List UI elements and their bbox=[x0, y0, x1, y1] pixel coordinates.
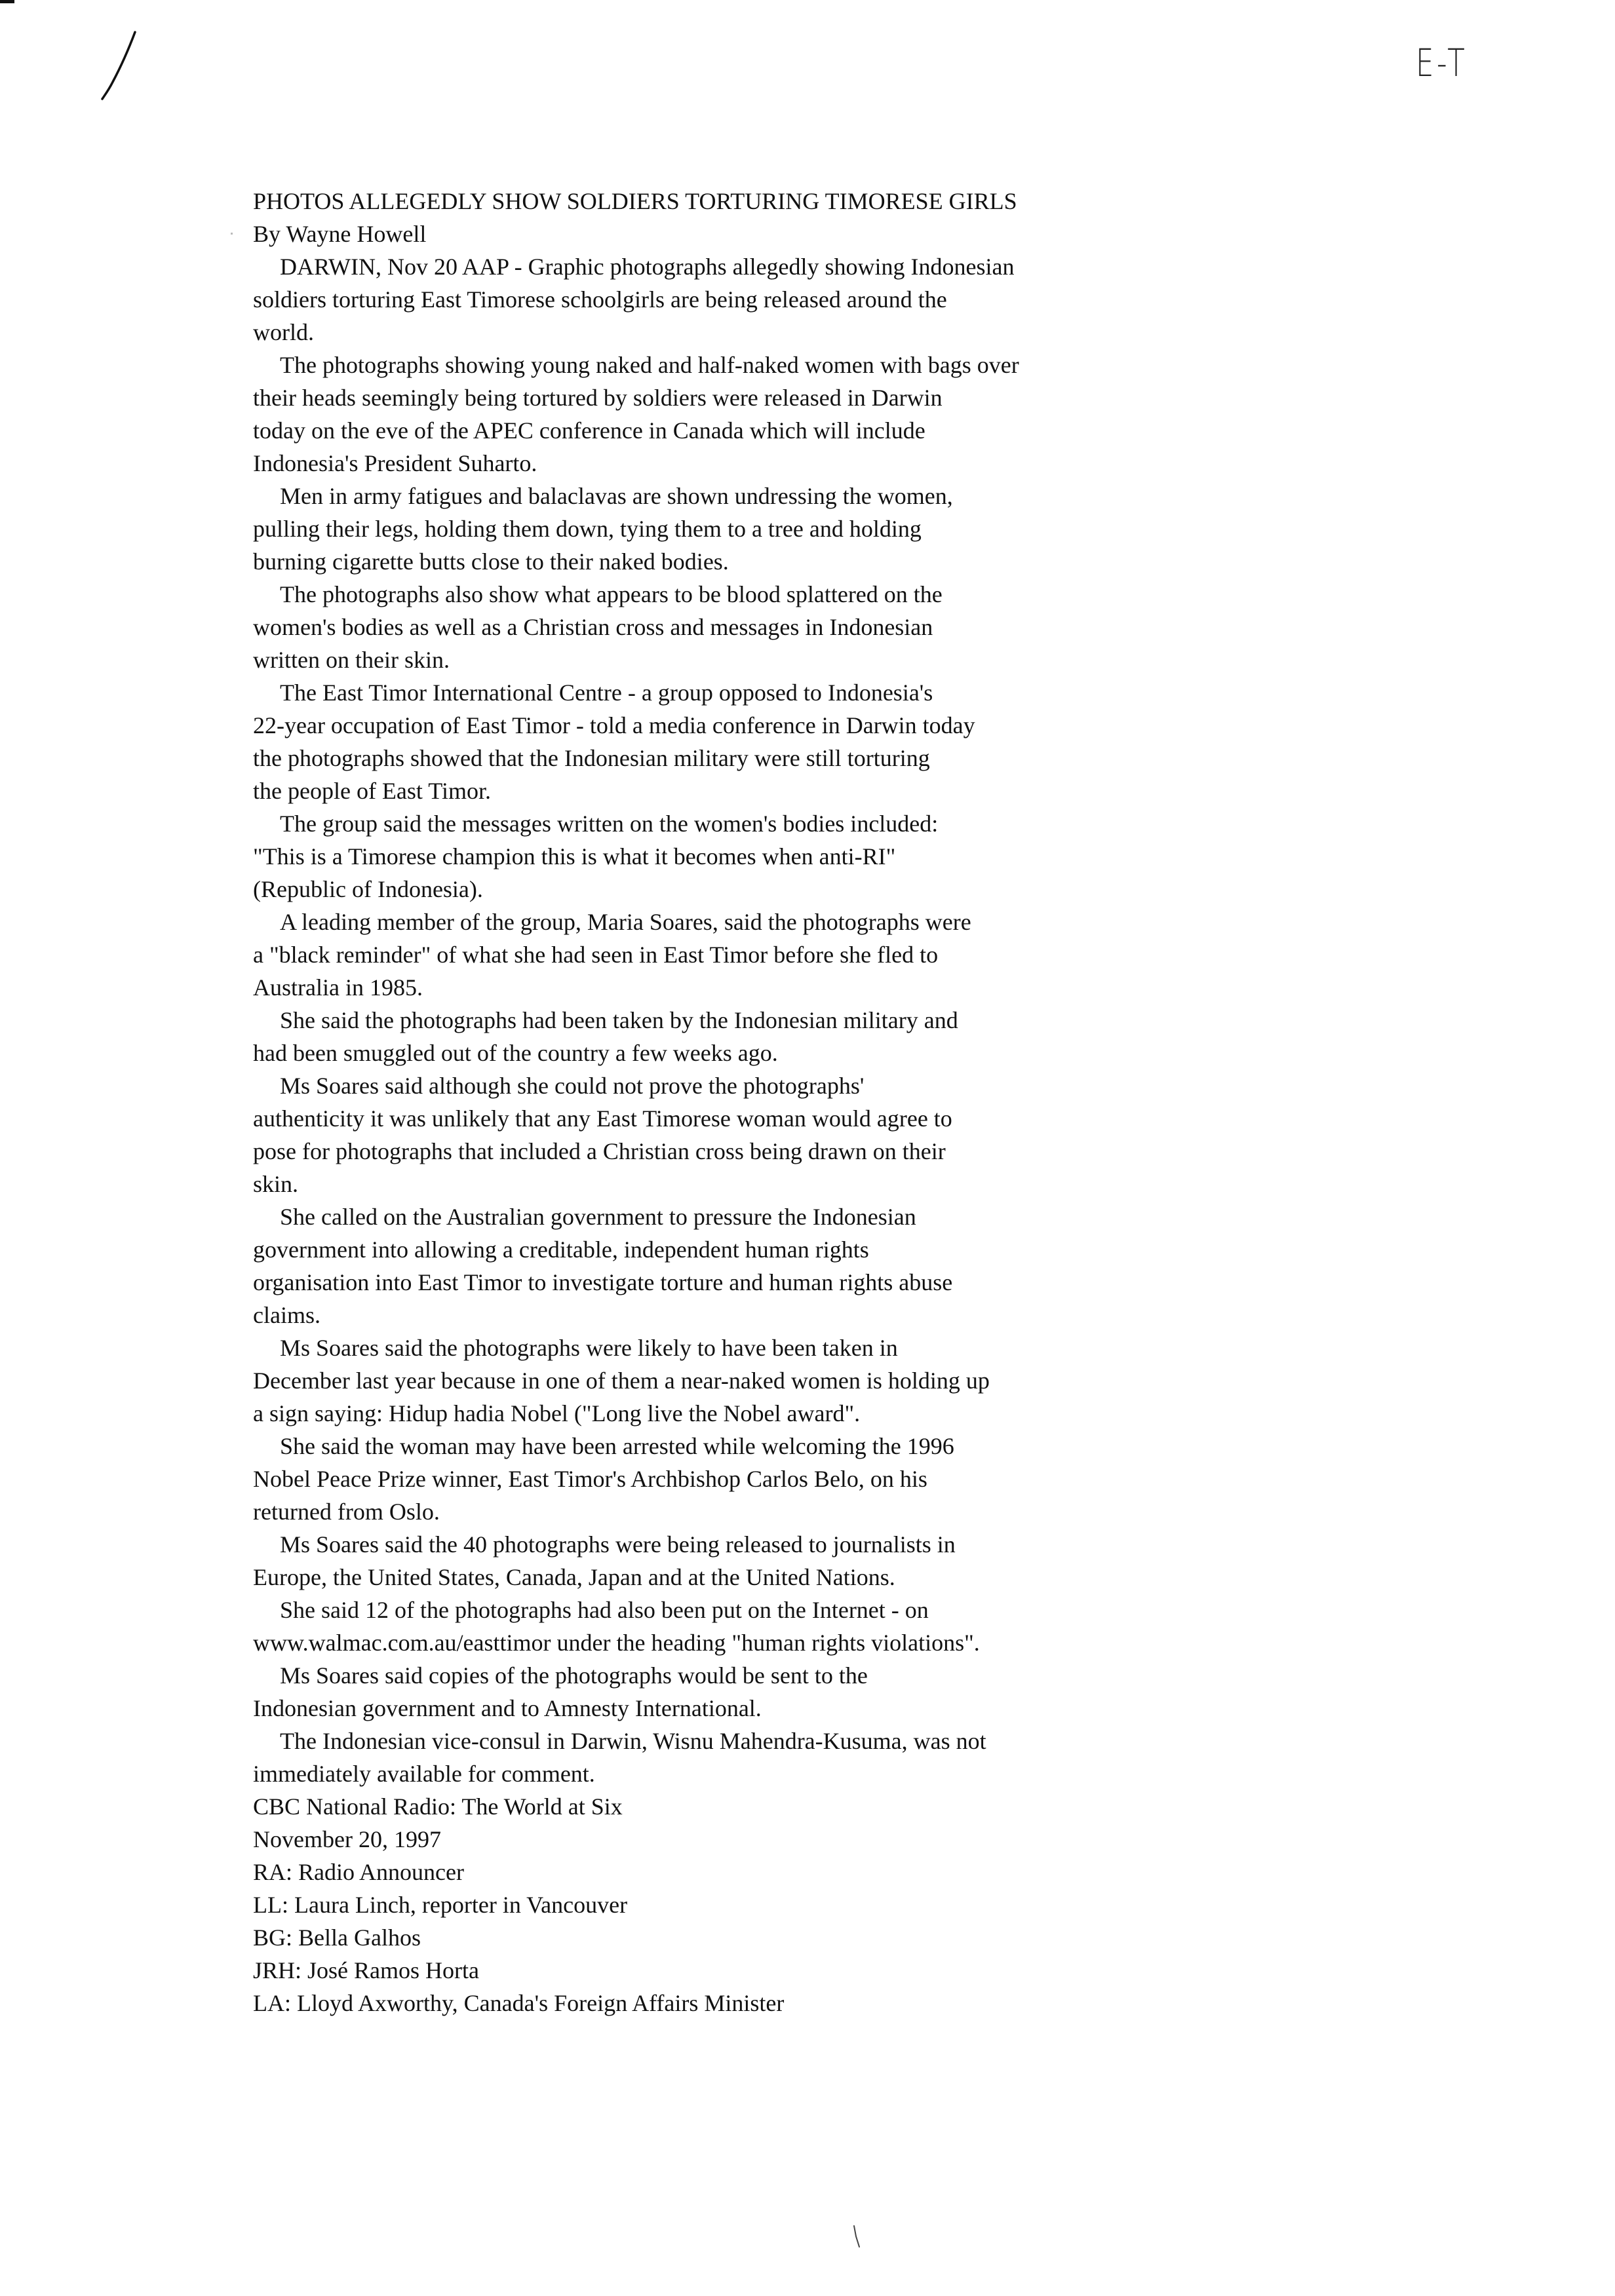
article-paragraph bbox=[253, 1659, 1131, 1725]
paragraph-line: Ms Soares said although she could not prove the photographs' bbox=[280, 1073, 865, 1099]
article-paragraph bbox=[253, 1200, 1131, 1331]
paragraph-line: (Republic of Indonesia). bbox=[253, 876, 483, 902]
paragraph-line: Nobel Peace Prize winner, East Timor's Archbishop Carlos Belo, on his bbox=[253, 1466, 927, 1492]
handwritten-tick-mark bbox=[852, 2225, 861, 2248]
paragraph-line: Indonesian government and to Amnesty International. bbox=[253, 1695, 762, 1721]
article-paragraphs bbox=[253, 250, 1131, 1790]
article-paragraph bbox=[253, 480, 1131, 578]
paragraph-line: pose for photographs that included a Christian cross being drawn on their bbox=[253, 1138, 946, 1164]
article-paragraph bbox=[253, 250, 1131, 349]
paragraph-line: www.walmac.com.au/easttimor under the heading "human rights violations". bbox=[253, 1630, 980, 1656]
paragraph-line: immediately available for comment. bbox=[253, 1761, 595, 1787]
paragraph-line: claims. bbox=[253, 1302, 321, 1328]
paragraph-line: written on their skin. bbox=[253, 647, 450, 673]
paragraph-line: The East Timor International Centre - a group opposed to Indonesia's bbox=[280, 679, 933, 706]
paragraph-line: Men in army fatigues and balaclavas are shown undressing the women, bbox=[280, 483, 953, 509]
paragraph-line: the people of East Timor. bbox=[253, 778, 491, 804]
paragraph-line: Australia in 1985. bbox=[253, 974, 423, 1001]
article-paragraph bbox=[253, 906, 1131, 1004]
speaker-entry: BG: Bella Galhos bbox=[253, 1924, 421, 1951]
paragraph-line: a "black reminder" of what she had seen in East Timor before she fled to bbox=[253, 942, 939, 968]
paragraph-line: "This is a Timorese champion this is what it becomes when anti-RI" bbox=[253, 843, 896, 870]
paragraph-line: world. bbox=[253, 319, 314, 345]
article-paragraph bbox=[253, 1331, 1131, 1430]
paragraph-line: skin. bbox=[253, 1171, 299, 1197]
paragraph-line: authenticity it was unlikely that any East Timorese woman would agree to bbox=[253, 1105, 952, 1132]
paragraph-line: Indonesia's President Suharto. bbox=[253, 450, 537, 476]
paragraph-line: Ms Soares said copies of the photographs would be sent to the bbox=[280, 1662, 868, 1689]
speaker-entry: RA: Radio Announcer bbox=[253, 1859, 464, 1885]
article-paragraph bbox=[253, 578, 1131, 676]
article-paragraph bbox=[253, 1725, 1131, 1790]
article-paragraph bbox=[253, 1594, 1131, 1659]
speaker-entry: LL: Laura Linch, reporter in Vancouver bbox=[253, 1892, 628, 1918]
paragraph-line: pulling their legs, holding them down, tying them to a tree and holding bbox=[253, 516, 922, 542]
article-paragraph bbox=[253, 1004, 1131, 1069]
paragraph-line: The group said the messages written on the women's bodies included: bbox=[280, 811, 939, 837]
document-body bbox=[253, 185, 1131, 2019]
byline: By Wayne Howell bbox=[253, 221, 427, 247]
speaker-entry: JRH: José Ramos Horta bbox=[253, 1957, 479, 1983]
paragraph-line: DARWIN, Nov 20 AAP - Graphic photographs allegedly showing Indonesian bbox=[280, 254, 1015, 280]
speaker-entry: LA: Lloyd Axworthy, Canada's Foreign Affairs Minister bbox=[253, 1990, 785, 2016]
paragraph-line: the photographs showed that the Indonesian military were still torturing bbox=[253, 745, 930, 771]
paragraph-line: government into allowing a creditable, independent human rights bbox=[253, 1236, 869, 1263]
article-paragraph bbox=[253, 1069, 1131, 1200]
paragraph-line: She called on the Australian government to pressure the Indonesian bbox=[280, 1204, 916, 1230]
paragraph-line: She said 12 of the photographs had also been put on the Internet - on bbox=[280, 1597, 929, 1623]
paragraph-line: A leading member of the group, Maria Soares, said the photographs were bbox=[280, 909, 971, 935]
paragraph-line: The photographs showing young naked and half-naked women with bags over bbox=[280, 352, 1019, 378]
paragraph-line: returned from Oslo. bbox=[253, 1499, 440, 1525]
speaker-list bbox=[253, 1856, 1131, 2019]
article-paragraph bbox=[253, 1528, 1131, 1594]
paragraph-line: The photographs also show what appears to be blood splattered on the bbox=[280, 581, 943, 607]
paragraph-line: their heads seemingly being tortured by soldiers were released in Darwin bbox=[253, 385, 943, 411]
paragraph-line: had been smuggled out of the country a few weeks ago. bbox=[253, 1040, 778, 1066]
scan-speck bbox=[231, 233, 233, 235]
headline: PHOTOS ALLEGEDLY SHOW SOLDIERS TORTURING TIMORESE GIRLS bbox=[253, 188, 1017, 214]
paragraph-line: today on the eve of the APEC conference in Canada which will include bbox=[253, 417, 925, 444]
paragraph-line: Ms Soares said the 40 photographs were being released to journalists in bbox=[280, 1531, 956, 1558]
paragraph-line: Ms Soares said the photographs were likely to have been taken in bbox=[280, 1335, 898, 1361]
paragraph-line: She said the woman may have been arrested while welcoming the 1996 bbox=[280, 1433, 954, 1459]
article-paragraph bbox=[253, 349, 1131, 480]
article-paragraph bbox=[253, 807, 1131, 906]
transcript-date: November 20, 1997 bbox=[253, 1826, 441, 1852]
handwritten-corner-note: E-T bbox=[1416, 41, 1468, 85]
paragraph-line: soldiers torturing East Timorese schoolgirls are being released around the bbox=[253, 286, 947, 313]
article-paragraph bbox=[253, 1430, 1131, 1528]
paragraph-line: She said the photographs had been taken by the Indonesian military and bbox=[280, 1007, 958, 1033]
top-edge-rule bbox=[0, 0, 14, 3]
paragraph-line: burning cigarette butts close to their naked bodies. bbox=[253, 548, 729, 575]
paragraph-line: 22-year occupation of East Timor - told a media conference in Darwin today bbox=[253, 712, 975, 738]
paragraph-line: organisation into East Timor to investigate torture and human rights abuse bbox=[253, 1269, 953, 1295]
paragraph-line: a sign saying: Hidup hadia Nobel ("Long live the Nobel award". bbox=[253, 1400, 861, 1426]
article-paragraph bbox=[253, 676, 1131, 807]
paragraph-line: December last year because in one of them a near-naked women is holding up bbox=[253, 1368, 990, 1394]
handwritten-slash-mark bbox=[97, 29, 143, 102]
paragraph-line: The Indonesian vice-consul in Darwin, Wisnu Mahendra-Kusuma, was not bbox=[280, 1728, 986, 1754]
paragraph-line: women's bodies as well as a Christian cross and messages in Indonesian bbox=[253, 614, 933, 640]
paragraph-line: Europe, the United States, Canada, Japan and at the United Nations. bbox=[253, 1564, 895, 1590]
transcript-program: CBC National Radio: The World at Six bbox=[253, 1793, 623, 1820]
